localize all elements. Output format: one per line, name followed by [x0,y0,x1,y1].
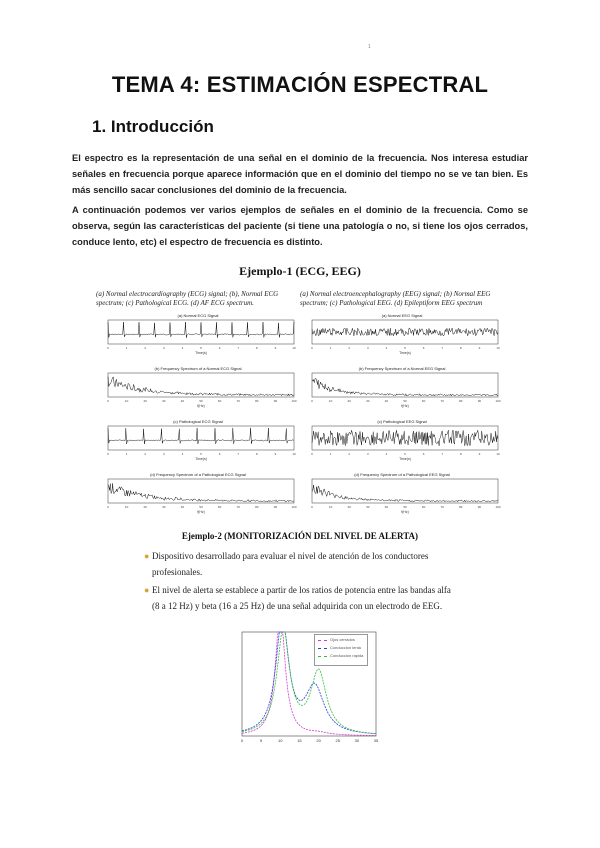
tick-label: 3 [162,346,165,350]
ecg-caption: (a) Normal electrocardiography (ECG) signal; (b), Normal ECG spectrum; (c) Pathological ECG. (d) AF ECG spectrum. [96,290,279,307]
legend-swatch [318,640,327,641]
example1-title: Ejemplo-1 (ECG, EEG) [239,264,361,278]
tick-label: 7 [441,346,444,350]
panel-frame [312,320,498,344]
tick-label: 0 [311,505,313,509]
tick-label: 70 [236,399,240,403]
panel-title: (d) Frequency Spectrum of a Pathological EEG Signal [354,472,450,477]
legend-label: Ojos cerrados [330,637,355,642]
tick-label: 30 [162,505,166,509]
tick-label: 50 [199,505,203,509]
tick-label: 2 [348,452,351,456]
tick-label: 40 [180,505,185,509]
tick-label: 60 [217,399,222,403]
tick-label: 60 [217,505,222,509]
tick-label: 0 [107,399,109,403]
axis-label: f(Hz) [197,510,205,514]
tick-label: 80 [459,399,463,403]
axis-label: Time(s) [195,351,207,355]
tick-label: 10 [278,738,283,743]
tick-label: 20 [316,738,321,743]
tick-label: 6 [218,452,221,456]
tick-label: 4 [385,346,388,350]
panel-title: (d) Frequency Spectrum of a Pathological ECG Signal [150,472,246,477]
signal-trace [108,428,294,444]
tick-label: 0 [311,452,313,456]
tick-label: 2 [348,346,351,350]
tick-label: 90 [273,505,278,509]
panel-frame [312,479,498,503]
axis-label: f(Hz) [197,404,205,408]
bullet-text: Dispositivo desarrollado para evaluar el nivel de atención de los conductores profesionales. [152,551,429,577]
tick-label: 50 [199,399,203,403]
legend-label: Conduccion lenta [330,645,361,650]
tick-label: 100 [495,399,501,403]
tick-label: 60 [421,399,426,403]
tick-label: 1 [329,452,332,456]
tick-label: 90 [477,399,482,403]
alert-chart [232,628,382,746]
tick-label: 2 [144,346,147,350]
bullet-text: El nivel de alerta se establece a partir de los ratios de potencia entre las bandas alfa (8 a 12 Hz) y beta (16 a 25 Hz) de una señal adquirida con un electrodo de EEG. [152,585,451,611]
panel-title: (a) Normal ECG Signal [177,313,219,318]
tick-label: 15 [297,738,302,743]
tick-label: 10 [124,505,129,509]
tick-label: 6 [422,452,425,456]
panel-title: (b) Frequency Spectrum of a Normal ECG Signal [154,366,242,371]
panel-frame [108,426,294,450]
panel-frame [312,426,498,450]
signal-trace [108,483,294,502]
tick-label: 90 [477,505,482,509]
tick-label: 4 [385,452,388,456]
tick-label: 70 [236,505,240,509]
panel-title: (c) Pathological ECG Signal [173,419,223,424]
tick-label: 5 [260,738,263,743]
bullet-icon: ● [144,585,150,595]
paragraph-intro: El espectro es la representación de una señal en el dominio de la frecuencia. Nos interesa estudiar señales en frecuencia porque aparece información que en el dominio del tiempo no se ve tan bien. Es más sencillo sacar conclusiones del dominio de la frecuencia. [72,153,528,195]
tick-label: 10 [124,399,129,403]
tick-label: 9 [274,452,277,456]
tick-label: 9 [478,346,481,350]
tick-label: 10 [496,346,500,350]
tick-label: 1 [329,346,332,350]
tick-label: 30 [354,738,360,743]
signal-trace [312,379,498,397]
tick-label: 80 [459,505,463,509]
tick-label: 100 [291,505,297,509]
tick-label: 9 [274,346,277,350]
signal-trace [312,430,498,446]
paragraph-examples: A continuación podemos ver varios ejemplos de señales en el dominio de la frecuencia. Como se observa, según las características del paciente (si tiene una patología o no, si tiene los ojos cerrados, conduce lento, etc) el espectro de frecuencia es distinto. [72,205,528,247]
axis-label: f(Hz) [401,404,409,408]
tick-label: 70 [440,399,444,403]
tick-label: 30 [366,505,370,509]
tick-label: 6 [218,346,221,350]
tick-label: 10 [328,505,333,509]
tick-label: 10 [292,346,296,350]
tick-label: 8 [459,452,462,456]
tick-label: 40 [384,505,389,509]
page-mark: 1 [368,44,371,50]
tick-label: 5 [404,346,406,350]
tick-label: 9 [478,452,481,456]
tick-label: 100 [291,399,297,403]
tick-label: 10 [292,452,296,456]
tick-label: 8 [255,346,258,350]
tick-label: 70 [440,505,444,509]
legend-label: Conduccion rapida [330,653,364,658]
tick-label: 20 [347,399,351,403]
tick-label: 40 [180,399,185,403]
tick-label: 7 [237,346,240,350]
bullet-item [144,582,452,614]
legend-swatch [318,648,327,649]
tick-label: 4 [181,346,184,350]
tick-label: 10 [496,452,500,456]
bullet-item [144,548,452,580]
panel-title: (c) Pathological EEG Signal [377,419,427,424]
tick-label: 3 [162,452,165,456]
tick-label: 5 [200,452,202,456]
tick-label: 4 [181,452,184,456]
tick-label: 8 [459,346,462,350]
tick-label: 0 [107,452,109,456]
panel-frame [312,373,498,397]
tick-label: 100 [495,505,501,509]
eeg-figure [300,290,505,525]
tick-label: 8 [255,452,258,456]
tick-label: 10 [328,399,333,403]
signal-trace [108,377,294,396]
axis-label: f(Hz) [401,510,409,514]
tick-label: 0 [311,346,313,350]
ecg-plots [96,310,301,525]
panel-title: (a) Normal EEG Signal [381,313,423,318]
tick-label: 30 [162,399,166,403]
tick-label: 7 [441,452,444,456]
tick-label: 0 [107,505,109,509]
tick-label: 3 [366,346,369,350]
axis-label: Time(s) [399,351,411,355]
tick-label: 80 [255,399,259,403]
legend-swatch [318,656,327,657]
page-title: TEMA 4: ESTIMACIÓN ESPECTRAL [111,72,489,97]
signal-trace [312,485,498,502]
tick-label: 2 [144,452,147,456]
tick-label: 50 [403,399,407,403]
signal-trace [108,322,294,338]
ecg-figure [96,290,301,525]
tick-label: 20 [347,505,351,509]
tick-label: 7 [237,452,240,456]
tick-label: 0 [107,346,109,350]
axis-label: Time(s) [399,457,411,461]
eeg-plots [300,310,505,525]
tick-label: 0 [240,738,244,743]
tick-label: 50 [403,505,407,509]
tick-label: 1 [125,452,128,456]
eeg-caption: (a) Normal electroencephalography (EEG) signal; (b) Normal EEG spectrum; (c) Pathological EEG. (d) Epileptiform EEG spectrum [300,290,491,307]
tick-label: 5 [200,346,202,350]
tick-label: 35 [373,738,379,743]
tick-label: 40 [384,399,389,403]
tick-label: 30 [366,399,370,403]
tick-label: 25 [335,738,340,743]
signal-trace [312,328,498,336]
tick-label: 80 [255,505,259,509]
panel-title: (b) Frequency Spectrum of a Normal EEG Signal [358,366,446,371]
tick-label: 3 [366,452,369,456]
chart-legend [314,634,368,666]
tick-label: 1 [125,346,128,350]
tick-label: 60 [421,505,426,509]
section-heading: 1. Introducción [92,117,214,136]
tick-label: 0 [311,399,313,403]
tick-label: 20 [143,505,147,509]
example2-title: Ejemplo-2 (MONITORIZACIÓN DEL NIVEL DE ALERTA) [181,531,419,541]
tick-label: 6 [422,346,425,350]
tick-label: 90 [273,399,278,403]
bullet-icon: ● [144,551,150,561]
axis-label: Time(s) [195,457,207,461]
tick-label: 5 [404,452,406,456]
tick-label: 20 [143,399,147,403]
